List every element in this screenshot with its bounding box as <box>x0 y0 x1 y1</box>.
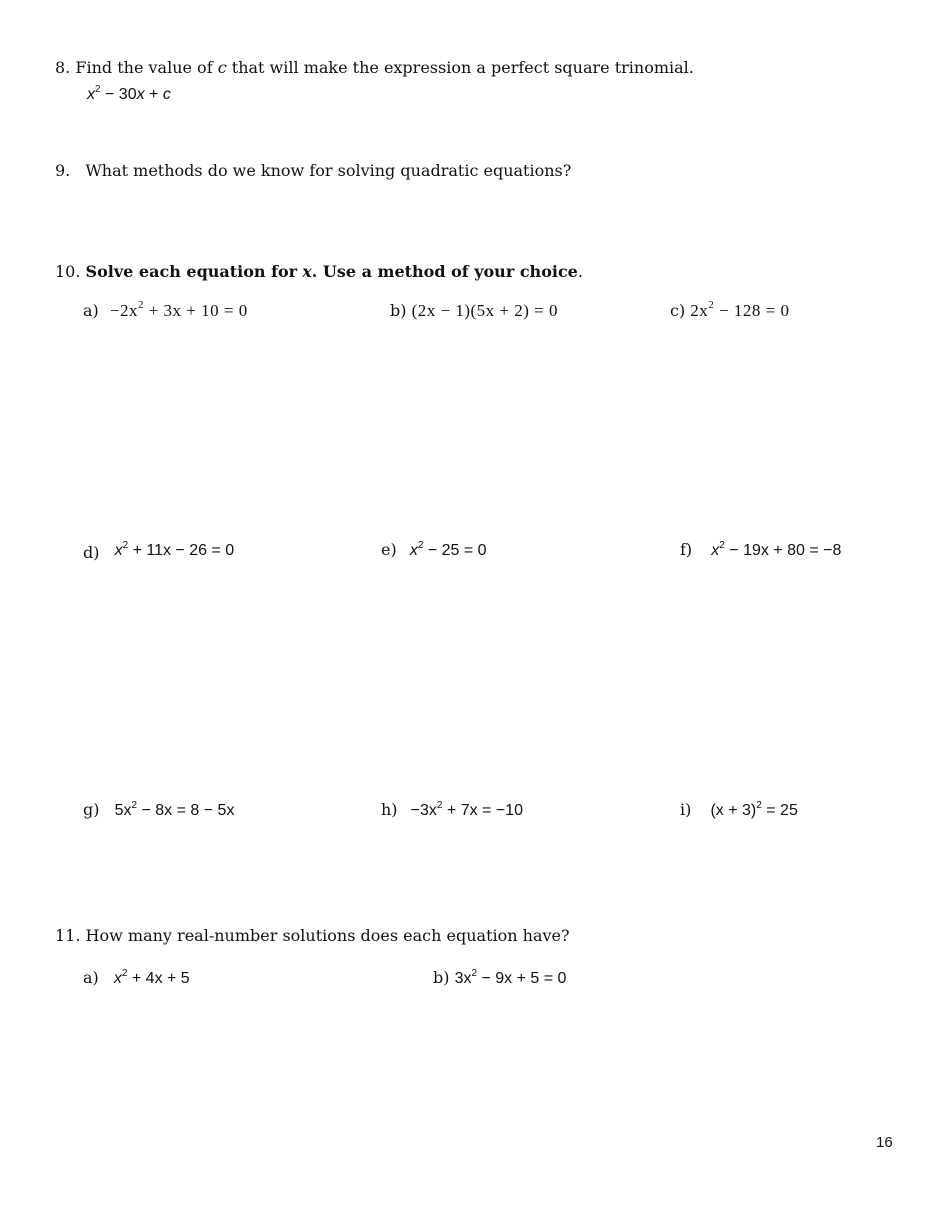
question-text: How many real-number solutions does each equation have? <box>85 926 570 945</box>
problem-10d <box>83 540 234 560</box>
item-label: f) <box>680 540 693 559</box>
problem-10a <box>83 301 248 321</box>
item-label: c) <box>670 301 686 320</box>
problem-10g <box>83 800 234 820</box>
instruction-part-1: Solve each equation for <box>85 262 298 281</box>
problem-10i <box>680 800 798 820</box>
equation: (2x − 1)(5x + 2) = 0 <box>411 301 558 320</box>
problem-10e <box>381 540 487 560</box>
instruction-var: x <box>302 262 312 281</box>
question-11 <box>55 926 570 945</box>
item-label: a) <box>83 301 99 320</box>
equation: $2x^2 - 128 = 0$ <box>690 299 790 320</box>
item-label: i) <box>680 800 692 819</box>
problem-11b <box>433 968 566 988</box>
equation: $x^2 + 4x + 5$ <box>113 968 190 987</box>
equation: $3x^2 - 9x + 5 = 0$ <box>454 968 567 987</box>
question-10: 10. Solve each equation for x. Use a method of your choice. <box>55 262 583 281</box>
problem-10c <box>670 301 789 321</box>
equation: $5x^2 - 8x = 8 - 5x$ <box>114 800 235 819</box>
question-number: 10. <box>55 262 81 281</box>
equation: $-3x^2 + 7x = -10$ <box>410 800 523 819</box>
question-9 <box>55 161 571 180</box>
equation: $(x + 3)^2 = 25$ <box>710 800 798 819</box>
item-label: b) <box>433 968 450 987</box>
question-number: 11. <box>55 926 81 945</box>
instruction-part-2: . Use a method of your choice <box>311 262 578 281</box>
item-label: g) <box>83 800 100 819</box>
item-label: a) <box>83 968 99 987</box>
equation: $x^2 - 19x + 80 = -8$ <box>711 540 842 559</box>
question-text-before: Find the value of <box>75 58 213 77</box>
item-label: e) <box>381 540 397 559</box>
question-text: What methods do we know for solving quadratic equations? <box>85 161 572 180</box>
q8-expression: $x^2 - 30x + c$ <box>87 84 171 103</box>
question-number: 9. <box>55 161 71 180</box>
equation: $-2x^2 + 3x + 10 = 0$ <box>109 299 248 320</box>
variable-c: c <box>217 58 227 77</box>
problem-10f <box>680 540 841 560</box>
problem-10b <box>390 301 558 321</box>
question-8 <box>55 58 694 77</box>
item-label: d) <box>83 543 100 562</box>
item-label: h) <box>381 800 398 819</box>
equation: $x^2 + 11x - 26 = 0$ <box>114 540 235 559</box>
equation: $x^2 - 25 = 0$ <box>409 540 487 559</box>
item-label: b) <box>390 301 407 320</box>
page-number: 16 <box>876 1134 893 1151</box>
problem-10h <box>381 800 523 820</box>
problem-11a <box>83 968 190 988</box>
question-text-after: that will make the expression a perfect square trinomial. <box>231 58 694 77</box>
question-number: 8. <box>55 58 71 77</box>
